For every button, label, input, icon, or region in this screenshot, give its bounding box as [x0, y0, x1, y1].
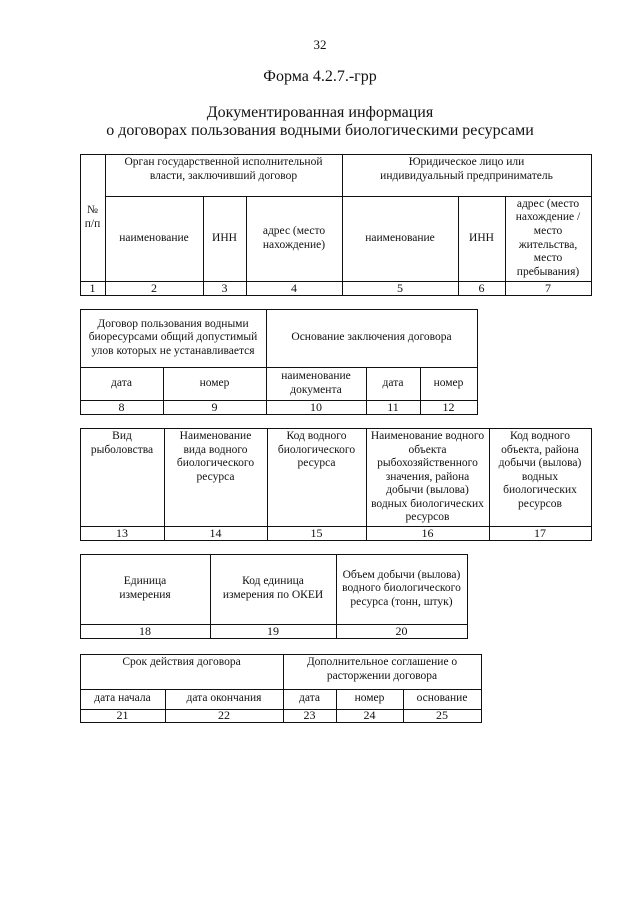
header-catch-volume: Объем добычи (вылова) водного биологического ресурса (тонн, штук) [342, 568, 461, 608]
form-number: Форма 4.2.7.-грр [263, 68, 377, 85]
header-contract-number: номер [199, 376, 230, 389]
column-number: 19 [267, 623, 279, 638]
page-number: 32 [313, 37, 327, 52]
column-number: 11 [387, 399, 399, 414]
header-entity-inn: ИНН [469, 231, 494, 244]
header-authority-address: адрес (место нахождение) [262, 224, 326, 251]
header-document-date: дата [382, 376, 404, 389]
column-number: 16 [421, 525, 434, 540]
column-number: 20 [395, 623, 408, 638]
column-number: 7 [545, 280, 551, 295]
header-resource-code: Код водного биологического ресурса [277, 430, 356, 470]
header-document-name: наименование документа [281, 369, 351, 396]
header-contract-term: Срок действия договора [122, 656, 241, 668]
header-legal-entity: Юридическое лицо или индивидуальный предприниматель [380, 156, 553, 182]
header-authority-name: наименование [119, 231, 189, 244]
column-number: 5 [397, 280, 403, 295]
column-number: 6 [478, 280, 485, 295]
column-number: 8 [118, 399, 125, 414]
column-number: 9 [211, 399, 218, 414]
document-title-line2: о договорах пользования водными биологическими ресурсами [106, 122, 534, 139]
document-title-line1: Документированная информация [206, 104, 434, 121]
header-start-date: дата начала [94, 692, 151, 705]
header-authority: Орган государственной исполнительной власти, заключивший договор [124, 156, 323, 182]
header-entity-name: наименование [365, 231, 435, 244]
header-supplementary-agreement: Дополнительное соглашение о расторжении договора [306, 656, 458, 682]
header-unit: Единица измерения [119, 575, 171, 601]
column-number: 10 [310, 399, 322, 414]
column-number: 24 [363, 708, 376, 723]
header-authority-inn: ИНН [212, 231, 237, 244]
header-contract-basis: Основание заключения договора [291, 331, 452, 344]
header-contract-date: дата [111, 376, 132, 389]
header-okei-code: Код единица измерения по ОКЕИ [222, 575, 324, 601]
column-number: 4 [291, 280, 297, 295]
column-number: 13 [116, 525, 128, 540]
column-number: 12 [442, 399, 455, 414]
header-document-number: номер [433, 376, 464, 389]
header-agreement-date: дата [299, 692, 320, 705]
column-number: 2 [151, 280, 157, 295]
column-number: 3 [221, 280, 228, 295]
header-fishing-type: Вид рыболовства [90, 430, 154, 456]
column-number: 15 [310, 525, 323, 540]
column-number: 17 [534, 525, 546, 540]
header-row-number: № п/п [84, 203, 101, 230]
header-water-object-code: Код водного объекта, района добычи (вылова) водных биологических ресурсов [498, 430, 582, 510]
column-number: 25 [436, 708, 448, 723]
column-number: 18 [139, 623, 151, 638]
column-number: 14 [209, 525, 222, 540]
column-number: 23 [303, 708, 316, 723]
header-agreement-number: номер [354, 692, 385, 705]
column-number: 1 [89, 280, 96, 295]
header-contract: Договор пользования водными биоресурсами общий допустимый улов которых не устанавливается [88, 317, 258, 357]
header-entity-address: адрес (место нахождение / место жительства, место пребывания) [515, 197, 581, 278]
header-water-object-name: Наименование водного объекта рыбохозяйственного значения, района добычи (вылова) водных биологических ресурсов [370, 430, 485, 524]
column-number: 21 [116, 708, 129, 723]
header-agreement-basis: основание [416, 692, 468, 705]
column-number: 22 [218, 708, 230, 723]
header-resource-name: Наименование вида водного биологического ресурса [176, 430, 255, 483]
header-end-date: дата окончания [186, 692, 262, 705]
